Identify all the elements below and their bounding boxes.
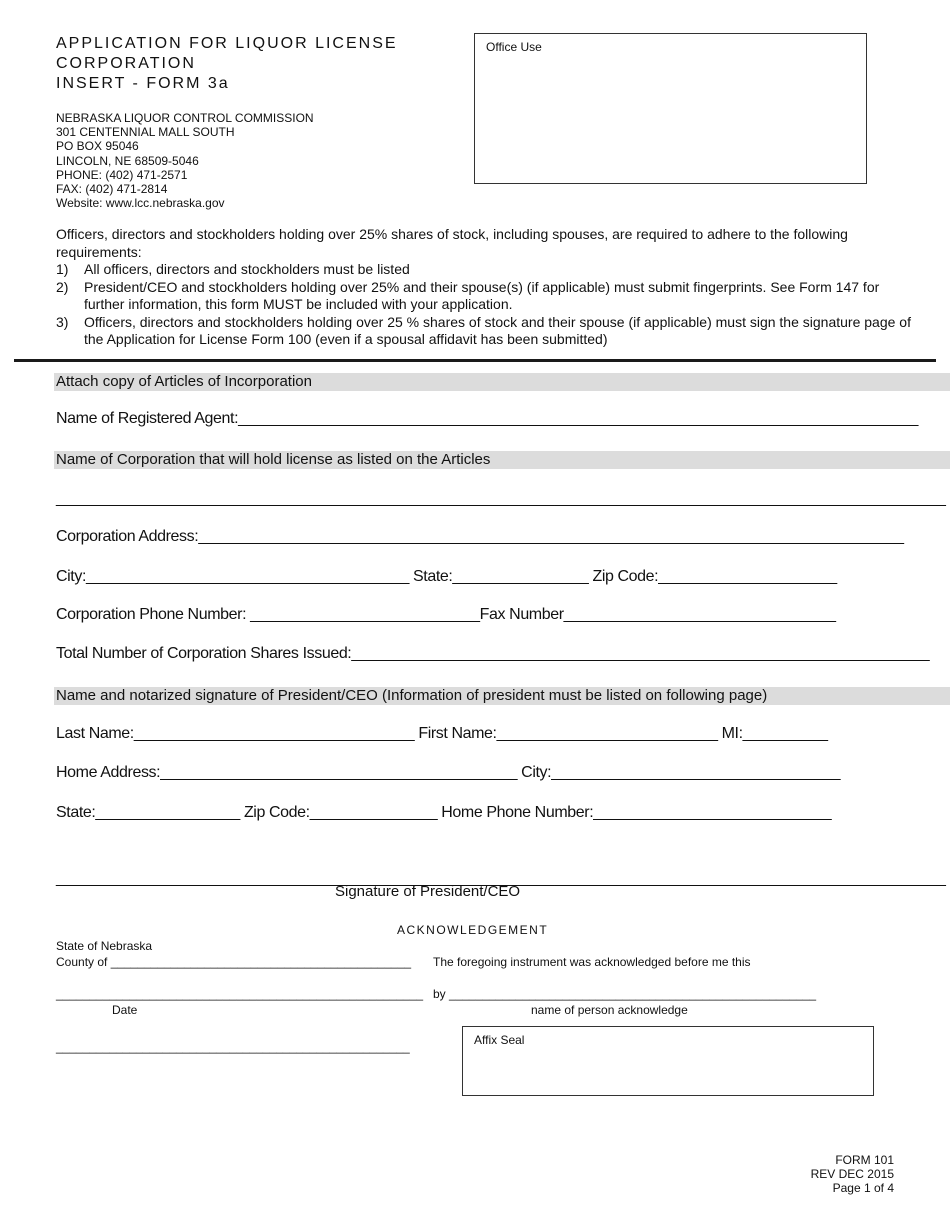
footer-revision: REV DEC 2015 <box>810 1167 894 1181</box>
ack-foregoing-text: The foregoing instrument was acknowledged before me this <box>433 955 751 969</box>
city-line[interactable]: ______________________________________ <box>86 568 409 585</box>
corporation-address-field[interactable] <box>56 528 904 546</box>
corporation-address-label: Corporation Address: <box>56 528 199 545</box>
state-line[interactable]: ________________ <box>452 568 589 585</box>
registered-agent-field[interactable] <box>56 410 919 428</box>
ack-name-line[interactable]: _______________________________________________________ <box>449 987 817 1001</box>
home-zip-line[interactable]: _______________ <box>309 804 438 821</box>
requirement-item <box>56 279 916 314</box>
corp-phone-line[interactable]: ___________________________ <box>250 606 480 623</box>
first-name-line[interactable]: __________________________ <box>496 725 718 742</box>
form-subtitle-corporation: CORPORATION <box>56 55 196 72</box>
corporation-address-line[interactable]: ___________________________________________________________________________________ <box>198 528 904 545</box>
requirements-intro <box>56 226 916 349</box>
home-state-label: State: <box>56 804 96 821</box>
signature-line[interactable]: ____________________________________________________________________________________________________ <box>56 870 946 887</box>
home-zip-label: Zip Code: <box>243 804 310 821</box>
total-shares-field[interactable] <box>56 645 930 663</box>
section-corporation-band: Name of Corporation that will hold license as listed on the Articles <box>54 451 950 469</box>
agency-phone: PHONE: (402) 471-2571 <box>56 168 188 182</box>
home-city-line[interactable]: __________________________________ <box>551 764 841 781</box>
form-title: APPLICATION FOR LIQUOR LICENSE <box>56 35 398 52</box>
requirement-item <box>56 314 916 349</box>
office-use-box <box>474 33 867 184</box>
total-shares-label: Total Number of Corporation Shares Issued: <box>56 645 352 662</box>
agency-name: NEBRASKA LIQUOR CONTROL COMMISSION <box>56 111 314 125</box>
requirement-item <box>56 261 916 279</box>
home-address-row <box>56 764 892 782</box>
registered-agent-line[interactable]: ________________________________________________________________________________ <box>238 410 919 427</box>
ack-county-row <box>56 955 411 969</box>
home-city-label: City: <box>521 764 552 781</box>
affix-seal-label: Affix Seal <box>474 1033 525 1047</box>
form-subtitle-insert: INSERT - FORM 3a <box>56 75 230 92</box>
footer-page-number: Page 1 of 4 <box>832 1181 894 1195</box>
notary-signature-line[interactable]: _____________________________________________________ <box>56 1040 410 1054</box>
ack-date-line[interactable]: _______________________________________________________ <box>56 987 424 1001</box>
agency-po-box: PO BOX 95046 <box>56 139 139 153</box>
requirement-number: 3) <box>56 313 69 330</box>
form-footer <box>811 1153 894 1195</box>
affix-seal-box <box>462 1026 874 1096</box>
first-name-label: First Name: <box>418 725 497 742</box>
phone-fax-row <box>56 606 892 624</box>
zip-line[interactable]: _____________________ <box>658 568 837 585</box>
ack-by-label: by <box>433 987 446 1001</box>
total-shares-line[interactable]: ____________________________________________________________________ <box>351 645 930 662</box>
agency-street: 301 CENTENNIAL MALL SOUTH <box>56 125 235 139</box>
requirements-text: Officers, directors and stockholders holding over 25% shares of stock, including spouses, are required to adhere to the following requirements: <box>56 226 848 260</box>
ack-county-line[interactable]: _____________________________________________ <box>110 955 412 969</box>
agency-fax: FAX: (402) 471-2814 <box>56 182 168 196</box>
requirement-number: 2) <box>56 278 69 295</box>
corp-phone-label: Corporation Phone Number: <box>56 606 247 623</box>
ack-date-label: Date <box>112 1003 138 1017</box>
acknowledgement-heading: ACKNOWLEDGEMENT <box>397 923 549 937</box>
corporation-name-line[interactable]: ____________________________________________________________________________________________________ <box>56 490 946 507</box>
home-state-zip-phone-row <box>56 804 892 822</box>
ack-state: State of Nebraska <box>56 939 153 953</box>
agency-website: Website: www.lcc.nebraska.gov <box>56 196 225 210</box>
requirement-text: Officers, directors and stockholders holding over 25 % shares of stock and their spouse (if applicable) must sign the signature page of the Application for License Form 100 (even if a spousal affidavit has been submitted) <box>84 313 911 347</box>
mi-line[interactable]: __________ <box>742 725 828 742</box>
last-name-line[interactable]: _________________________________ <box>133 725 415 742</box>
registered-agent-label: Name of Registered Agent: <box>56 410 239 427</box>
home-state-line[interactable]: _________________ <box>95 804 240 821</box>
mi-label: MI: <box>721 725 743 742</box>
section-divider <box>14 359 936 362</box>
section-president-band: Name and notarized signature of President/CEO (Information of president must be listed on following page) <box>54 687 950 705</box>
office-use-label: Office Use <box>486 40 542 54</box>
home-address-line[interactable]: __________________________________________ <box>160 764 518 781</box>
fax-label: Fax Number <box>479 606 564 623</box>
ack-by-row <box>433 987 816 1001</box>
requirement-text: President/CEO and stockholders holding over 25% and their spouse(s) (if applicable) must submit fingerprints. See Form 147 for further information, this form MUST be included with your application. <box>84 278 880 312</box>
ack-name-label: name of person acknowledge <box>531 1003 688 1017</box>
home-address-label: Home Address: <box>56 764 161 781</box>
agency-city: LINCOLN, NE 68509-5046 <box>56 154 199 168</box>
city-label: City: <box>56 568 87 585</box>
fax-line[interactable]: ________________________________ <box>563 606 836 623</box>
home-phone-line[interactable]: ____________________________ <box>593 804 832 821</box>
zip-label: Zip Code: <box>592 568 659 585</box>
signature-caption: Signature of President/CEO <box>335 883 521 900</box>
requirement-text: All officers, directors and stockholders must be listed <box>84 261 410 277</box>
state-label: State: <box>413 568 453 585</box>
section-articles-band: Attach copy of Articles of Incorporation <box>54 373 950 391</box>
last-name-label: Last Name: <box>56 725 134 742</box>
city-state-zip-row <box>56 568 892 586</box>
name-row <box>56 725 892 743</box>
footer-form-number: FORM 101 <box>835 1153 894 1167</box>
home-phone-label: Home Phone Number: <box>441 804 594 821</box>
ack-county-label: County of <box>56 955 108 969</box>
requirement-number: 1) <box>56 261 69 277</box>
